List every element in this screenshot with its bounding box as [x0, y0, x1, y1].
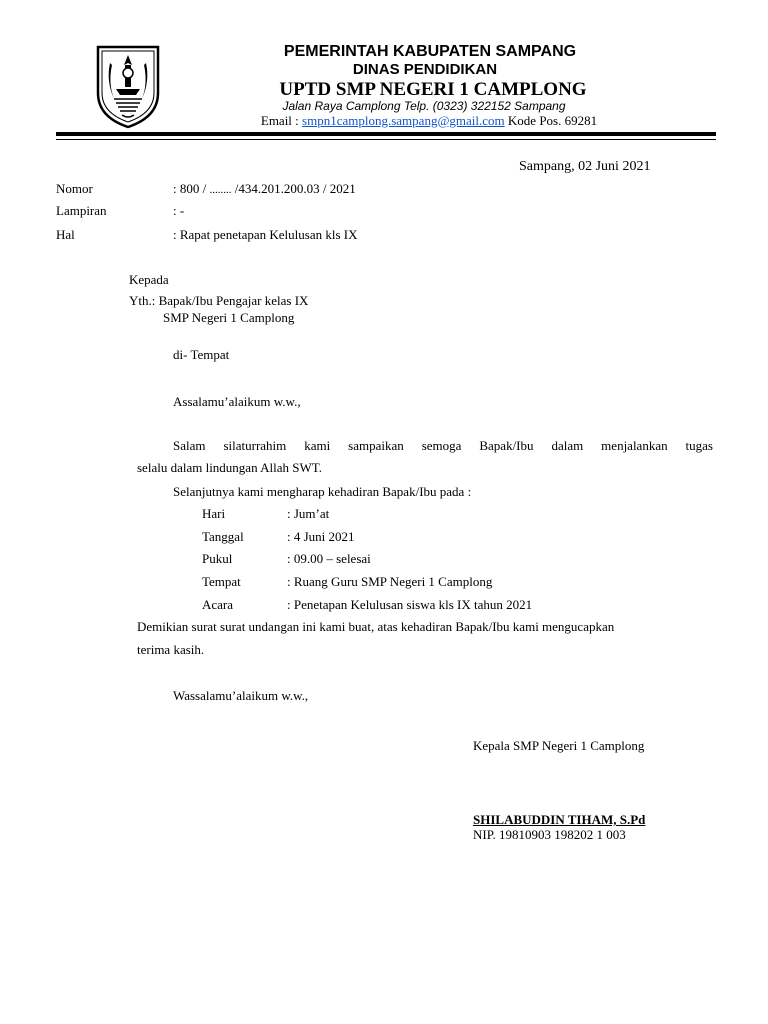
letterhead-contact: [0, 113, 768, 129]
yth-line: Yth.: Bapak/Ibu Pengajar kelas IX: [129, 293, 309, 308]
detail-hari-label: Hari: [202, 506, 226, 521]
letterhead-divider-thick: [56, 132, 716, 136]
paragraph-2: Selanjutnya kami mengharap kehadiran Bapak/Ibu pada :: [173, 484, 472, 499]
detail-acara-value: : Penetapan Kelulusan siswa kls IX tahun 2021: [287, 597, 533, 612]
postcode: Kode Pos. 69281: [507, 113, 598, 128]
recipient-school: SMP Negeri 1 Camplong: [163, 310, 295, 325]
closing-line-2: terima kasih.: [137, 642, 205, 657]
lampiran-value: : -: [173, 203, 185, 218]
detail-tempat-label: Tempat: [202, 574, 241, 589]
hal-value: : Rapat penetapan Kelulusan kls IX: [173, 227, 358, 242]
letterhead-government: PEMERINTAH KABUPATEN SAMPANG: [283, 43, 577, 60]
nomor-value-dots: ........: [209, 184, 232, 196]
signature-nip: NIP. 19810903 198202 1 003: [473, 827, 626, 842]
detail-tanggal-value: : 4 Juni 2021: [287, 529, 355, 544]
nomor-value-prefix: : 800 /: [173, 181, 207, 196]
paragraph-1-line-2: selalu dalam lindungan Allah SWT.: [137, 460, 322, 475]
greeting: Assalamu’alaikum w.w.,: [173, 394, 301, 409]
letterhead-department: DINAS PENDIDIKAN: [352, 61, 498, 78]
hal-label: Hal: [56, 227, 75, 242]
letterhead-school: UPTD SMP NEGERI 1 CAMPLONG: [279, 79, 587, 100]
signature-title: Kepala SMP Negeri 1 Camplong: [473, 738, 645, 753]
nomor-value: [173, 181, 356, 198]
farewell: Wassalamu’alaikum w.w.,: [173, 688, 309, 703]
detail-tanggal-label: Tanggal: [202, 529, 244, 544]
email-label: Email :: [260, 113, 299, 128]
detail-tempat-value: : Ruang Guru SMP Negeri 1 Camplong: [287, 574, 493, 589]
signature-name: SHILABUDDIN TIHAM, S.Pd: [473, 812, 646, 827]
letterhead-divider-thin: [56, 139, 716, 140]
di-tempat: di- Tempat: [173, 347, 230, 362]
paragraph-1-line-1: Salam silaturrahim kami sampaikan semoga Bapak/Ibu dalam menjalankan tugas: [173, 438, 713, 453]
nomor-value-suffix: /434.201.200.03 / 2021: [234, 181, 356, 196]
date-line: Sampang, 02 Juni 2021: [519, 159, 651, 174]
closing-line-1: Demikian surat surat undangan ini kami buat, atas kehadiran Bapak/Ibu kami mengucapkan: [137, 619, 615, 634]
nomor-label: Nomor: [56, 181, 93, 196]
letterhead-address: Jalan Raya Camplong Telp. (0323) 322152 Sampang: [282, 99, 566, 113]
lampiran-label: Lampiran: [56, 203, 107, 218]
detail-hari-value: : Jum’at: [287, 506, 330, 521]
kepada-line: Kepada: [129, 272, 169, 287]
detail-pukul-value: : 09.00 – selesai: [287, 551, 371, 566]
detail-acara-label: Acara: [202, 597, 234, 612]
detail-pukul-label: Pukul: [202, 551, 233, 566]
email-link[interactable]: smpn1camplong.sampang@gmail.com: [302, 113, 505, 128]
